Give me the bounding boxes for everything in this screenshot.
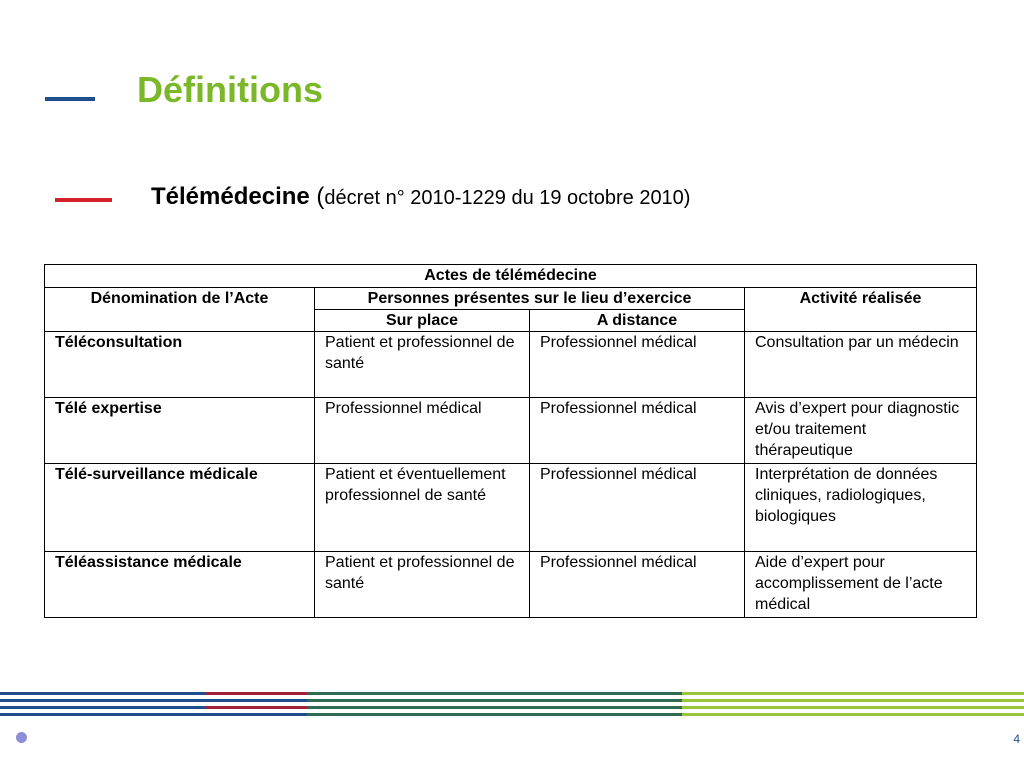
table-row: [45, 464, 977, 552]
slide-title: Définitions: [137, 69, 323, 110]
subtitle-decret: décret n° 2010-1229 du 19 octobre 2010): [324, 187, 691, 209]
footer-stripes-green: [682, 692, 1024, 716]
onsite-cell: Patient et professionnel de santé: [315, 552, 530, 618]
footer-stripes-teal: [307, 692, 682, 716]
activity-cell: Aide d’expert pour accomplissement de l’acte médical: [745, 552, 977, 618]
remote-cell: Professionnel médical: [530, 464, 745, 552]
header-persons: Personnes présentes sur le lieu d’exercice: [315, 288, 745, 310]
subtitle-accent-bar: [55, 198, 112, 202]
act-name: Télé expertise: [45, 398, 315, 464]
remote-cell: Professionnel médical: [530, 552, 745, 618]
title-accent-bar: [45, 97, 95, 101]
act-name: Téléassistance médicale: [45, 552, 315, 618]
footer-stripes-red: [205, 692, 307, 716]
subtitle-term: Télémédecine: [151, 183, 310, 210]
footer-stripes: [0, 690, 1024, 716]
table-caption: Actes de télémédecine: [45, 265, 977, 288]
table-row: [45, 552, 977, 618]
header-denomination: Dénomination de l’Acte: [45, 288, 315, 332]
activity-cell: Consultation par un médecin: [745, 332, 977, 398]
activity-cell: Avis d’expert pour diagnostic et/ou traitement thérapeutique: [745, 398, 977, 464]
slide-subtitle: [151, 181, 690, 214]
header-activity: Activité réalisée: [745, 288, 977, 332]
onsite-cell: Patient et professionnel de santé: [315, 332, 530, 398]
header-onsite: Sur place: [315, 310, 530, 332]
acts-table: [44, 264, 977, 618]
bullet-dot-icon: [16, 732, 27, 743]
remote-cell: Professionnel médical: [530, 332, 745, 398]
activity-cell: Interprétation de données cliniques, radiologiques, biologiques: [745, 464, 977, 552]
onsite-cell: Professionnel médical: [315, 398, 530, 464]
footer-stripes-blue: [0, 692, 205, 716]
header-remote: A distance: [530, 310, 745, 332]
act-name: Télé-surveillance médicale: [45, 464, 315, 552]
act-name: Téléconsultation: [45, 332, 315, 398]
subtitle-open-paren: (: [316, 183, 325, 210]
remote-cell: Professionnel médical: [530, 398, 745, 464]
table-row: [45, 332, 977, 398]
table-row: [45, 398, 977, 464]
page-number: 4: [1013, 732, 1020, 746]
onsite-cell: Patient et éventuellement professionnel de santé: [315, 464, 530, 552]
